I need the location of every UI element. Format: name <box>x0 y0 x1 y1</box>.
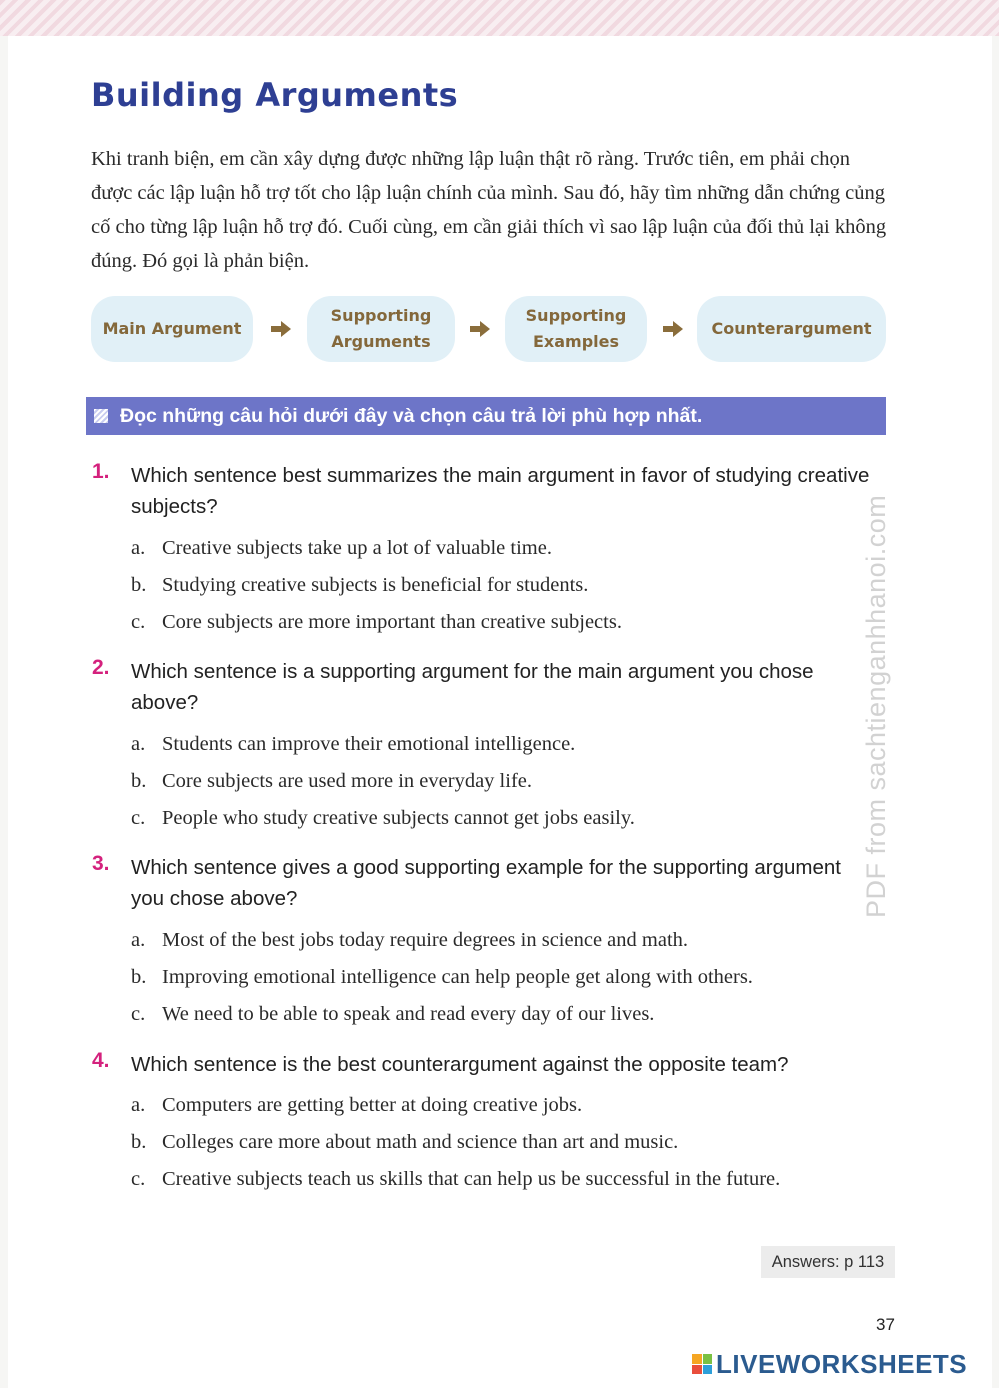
answers-reference: Answers: p 113 <box>761 1246 895 1278</box>
hatched-square-icon <box>94 409 108 423</box>
answer-option-b[interactable]: b. Studying creative subjects is beneficial for students. <box>131 574 589 596</box>
answer-options <box>131 922 753 1033</box>
page-title: Building Arguments <box>91 76 459 114</box>
answer-options <box>131 1087 780 1198</box>
flow-step-supporting-arguments <box>307 296 455 362</box>
flow-step-label: Supporting <box>330 306 432 325</box>
answer-option-a[interactable]: a. Most of the best jobs today require degrees in science and math. <box>131 929 689 951</box>
question-number: 2. <box>92 656 110 679</box>
flow-step-counterargument <box>697 296 886 362</box>
question-number: 3. <box>92 852 110 875</box>
answer-option-c[interactable]: c. People who study creative subjects cannot get jobs easily. <box>131 807 635 829</box>
watermark: PDF from sachtienganhhanoi.com <box>861 494 891 918</box>
page-number: 37 <box>876 1315 895 1334</box>
question-text: Which sentence best summarizes the main argument in favor of studying creative subjects? <box>131 464 870 518</box>
flow-step-supporting-examples <box>505 296 647 362</box>
question-number: 1. <box>92 460 110 483</box>
arrow-right-icon <box>468 317 492 341</box>
instruction-text: Đọc những câu hỏi dưới đây và chọn câu trả lời phù hợp nhất. <box>120 404 703 427</box>
question-text: Which sentence gives a good supporting example for the supporting argument you chose above? <box>131 856 841 910</box>
flow-step-label: Arguments <box>331 332 431 351</box>
top-stripe-decoration <box>0 0 999 36</box>
flow-step-label: Supporting <box>525 306 627 325</box>
brand-text: LIVEWORKSHEETS <box>716 1348 968 1379</box>
answer-options <box>131 726 635 837</box>
answer-option-c[interactable]: c. Core subjects are more important than creative subjects. <box>131 611 622 633</box>
arrow-right-icon <box>661 317 685 341</box>
flow-step-main-argument <box>91 296 253 362</box>
question-text: Which sentence is the best counterargument against the opposite team? <box>131 1053 789 1076</box>
answer-option-c[interactable]: c. Creative subjects teach us skills that can help us be successful in the future. <box>131 1168 781 1190</box>
flow-step-label: Counterargument <box>711 319 872 338</box>
answer-option-b[interactable]: b. Colleges care more about math and science than art and music. <box>131 1131 679 1153</box>
flow-step-label: Main Argument <box>102 319 242 338</box>
answer-option-a[interactable]: a. Students can improve their emotional intelligence. <box>131 733 576 755</box>
answer-option-a[interactable]: a. Computers are getting better at doing creative jobs. <box>131 1094 583 1116</box>
intro-paragraph: Khi tranh biện, em cần xây dựng được những lập luận thật rõ ràng. Trước tiên, em phải chọn được các lập luận hỗ trợ tốt cho lập luận chính của mình. Sau đó, hãy tìm những dẫn chứng củng cố cho từng lập luận hỗ trợ đó. Cuối cùng, em cần giải thích vì sao lập luận của đối thủ lại không đúng. Đó gọi là phản biện. <box>91 148 887 272</box>
liveworksheets-brand[interactable] <box>692 1350 967 1378</box>
instruction-banner <box>86 397 886 435</box>
liveworksheets-logo-icon <box>692 1354 712 1374</box>
arrow-right-icon <box>269 317 293 341</box>
argument-flow <box>91 296 886 362</box>
flow-step-label: Examples <box>532 332 620 351</box>
answer-option-b[interactable]: b. Improving emotional intelligence can help people get along with others. <box>131 966 753 988</box>
question-text: Which sentence is a supporting argument for the main argument you chose above? <box>131 660 814 714</box>
question-number: 4. <box>92 1049 110 1072</box>
answer-option-a[interactable]: a. Creative subjects take up a lot of valuable time. <box>131 537 552 559</box>
answer-option-c[interactable]: c. We need to be able to speak and read every day of our lives. <box>131 1003 655 1025</box>
answer-option-b[interactable]: b. Core subjects are used more in everyday life. <box>131 770 533 792</box>
answer-options <box>131 530 622 641</box>
